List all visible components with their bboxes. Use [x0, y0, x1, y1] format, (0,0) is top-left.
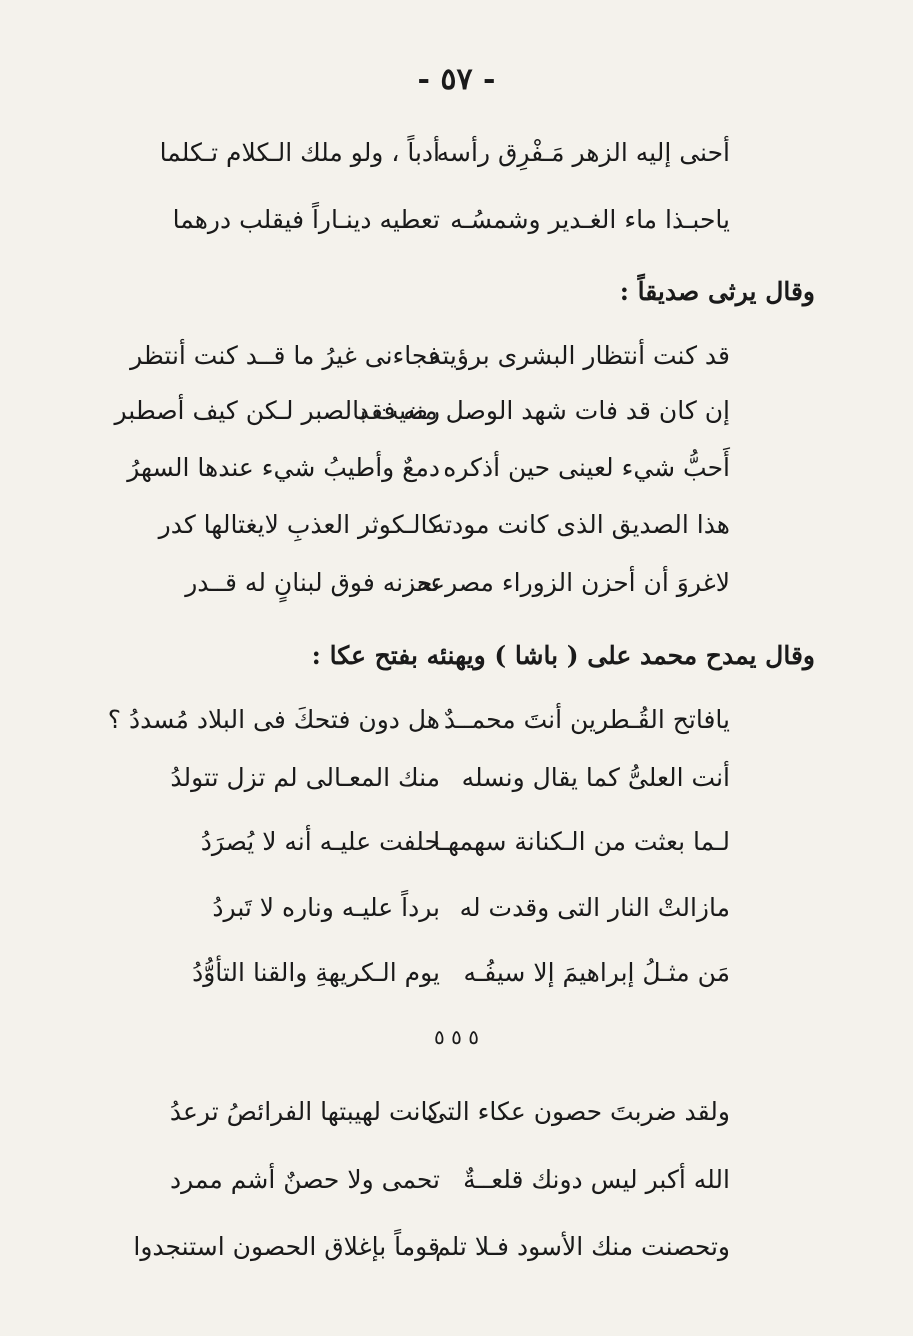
verse-line — [120, 953, 820, 1003]
verse-second-hemistich: دمعٌ وأطيبُ شيء عندها السهرُ — [127, 453, 440, 482]
verse-second-hemistich: رضيت بالصبر لـكن كيف أصطبر — [114, 396, 440, 425]
verse-first-hemistich: وتحصنت منك الأسود فـلا تلم — [435, 1232, 730, 1261]
verse-first-hemistich: لاغروَ أن أحزن الزوراء مصرعه — [416, 568, 730, 597]
verse-first-hemistich: هذا الصديق الذى كانت مودته — [431, 510, 730, 539]
verse-second-hemistich: كالـكوثر العذبِ لايغتالها كدر — [158, 510, 440, 539]
verse-line — [107, 700, 820, 750]
verse-line — [120, 758, 820, 808]
verse-first-hemistich: مازالتْ النار التى وقدت له — [459, 893, 730, 922]
verse-second-hemistich: أدباً ، ولو ملك الـكلام تـكلما — [159, 138, 440, 167]
verse-line — [120, 200, 820, 250]
verse-first-hemistich: أَحبُّ شيء لعينى حين أذكره — [443, 453, 730, 482]
section-intro: وقال يمدح محمد على ( باشا ) ويهنئه بفتح عكا : — [311, 641, 815, 670]
verse-second-hemistich: تحمى ولا حصنٌ أشم ممرد — [170, 1165, 440, 1194]
verse-line — [120, 505, 820, 555]
verse-second-hemistich: تعطيه دينـاراً فيقلب درهما — [172, 205, 440, 234]
verse-line — [120, 448, 820, 498]
verse-second-hemistich: منك المعـالى لم تزل تتولدُ — [170, 763, 440, 792]
verse-first-hemistich: مَن مثـلُ إبراهيمَ إلا سيفُـه — [463, 958, 730, 987]
verse-line — [120, 563, 820, 613]
verse-line — [120, 822, 820, 872]
verse-second-hemistich: يوم الـكريهةِ والقنا التأوُّدُ — [192, 958, 440, 987]
verse-second-hemistich: هل دون فتحكَ فى البلاد مُسددُ ؟ — [107, 705, 440, 734]
verse-line — [120, 1160, 820, 1210]
verse-line — [120, 336, 820, 386]
verse-first-hemistich: الله أكبر ليس دونك قلعــةٌ — [463, 1165, 730, 1194]
section-intro: وقال يرثى صديقاً : — [619, 277, 815, 306]
verse-first-hemistich: لـما بعثت من الـكنانة سهمهـا — [433, 827, 730, 856]
verse-second-hemistich: برداً عليـه وناره لا تَبردُ — [212, 893, 440, 922]
verse-second-hemistich: قوماً بإغلاق الحصون استنجدوا — [133, 1232, 440, 1261]
verse-line — [120, 888, 820, 938]
verse-line — [120, 133, 820, 183]
verse-line — [120, 1092, 820, 1142]
verse-second-hemistich: فجاءنى غيرُ ما قــد كنت أنتظر — [130, 341, 440, 370]
verse-second-hemistich: تحزنه فوق لبنانٍ له قــدر — [185, 568, 440, 597]
verse-second-hemistich: حلفت عليـه أنه لا يُصرَدُ — [200, 827, 440, 856]
verse-first-hemistich: يافاتح القُـطرين أنتَ محمــدٌ — [443, 705, 730, 734]
verse-first-hemistich: أنت العلىُّ كما يقال ونسله — [461, 763, 730, 792]
verse-first-hemistich: إن كان قد فات شهد الوصل منه فقد — [357, 396, 730, 425]
section-separator: ٥ ٥ ٥ — [434, 1025, 479, 1049]
page-number: - ٥٧ - — [417, 62, 496, 97]
verse-line — [120, 1227, 820, 1277]
verse-first-hemistich: قد كنت أنتظار البشرى برؤيته — [428, 341, 730, 370]
verse-second-hemistich: كانت لهيبتها الفرائصُ ترعدُ — [169, 1097, 440, 1126]
verse-first-hemistich: ياحبـذا ماء الغـدير وشمسُـه — [450, 205, 730, 234]
verse-first-hemistich: أحنى إليه الزهر مَـفْرِق رأسه — [436, 138, 730, 167]
verse-first-hemistich: ولقد ضربتَ حصون عكاء التى — [426, 1097, 730, 1126]
verse-line — [114, 391, 820, 441]
